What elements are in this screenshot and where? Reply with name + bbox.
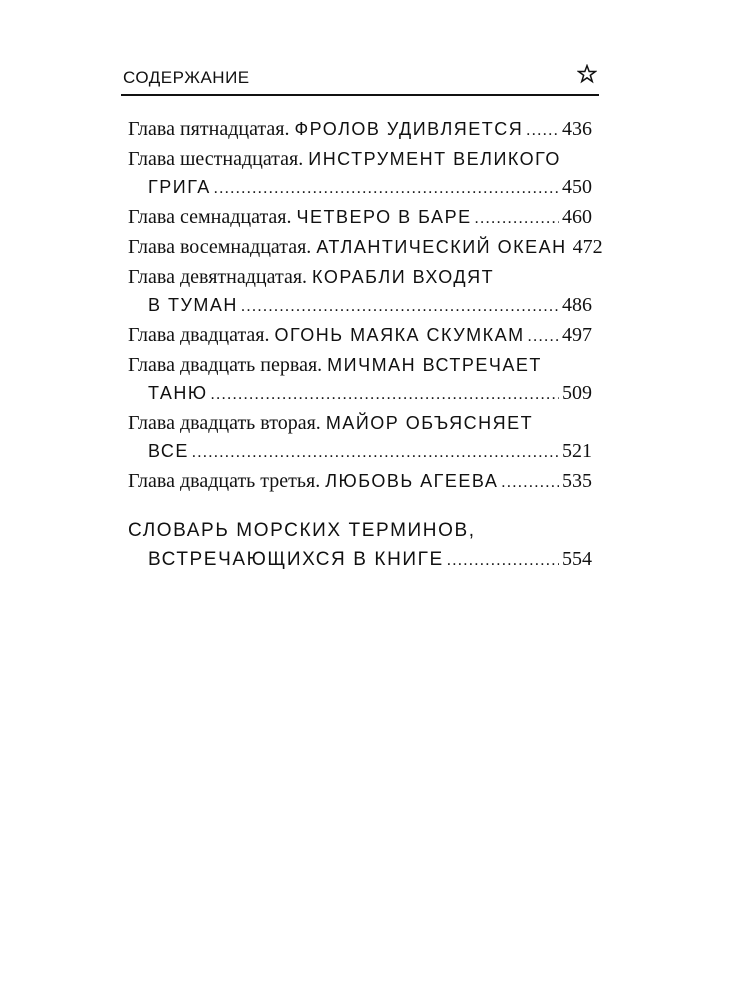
chapter-title: ОГОНЬ МАЯКА СКУМКАМ bbox=[274, 325, 525, 345]
toc-entry[interactable] bbox=[128, 467, 592, 497]
toc-entry[interactable] bbox=[128, 351, 592, 409]
toc-entry[interactable] bbox=[128, 263, 592, 321]
chapter-prefix: Глава двадцать первая. bbox=[128, 354, 323, 376]
chapter-prefix: Глава шестнадцатая. bbox=[128, 148, 304, 170]
page-number: 554 bbox=[562, 548, 592, 570]
table-of-contents bbox=[128, 115, 603, 575]
chapter-prefix: Глава семнадцатая. bbox=[128, 206, 292, 228]
chapter-title-continued: ТАНЮ bbox=[148, 383, 208, 403]
star-outline-icon bbox=[577, 64, 597, 84]
toc-entry-glossary[interactable] bbox=[128, 517, 592, 575]
chapter-title: ИНСТРУМЕНТ ВЕЛИКОГО bbox=[308, 149, 561, 169]
leader-dots bbox=[475, 205, 559, 233]
toc-entry[interactable] bbox=[128, 145, 592, 203]
chapter-title-continued: В ТУМАН bbox=[148, 295, 238, 315]
chapter-prefix: Глава восемнадцатая. bbox=[128, 236, 312, 258]
page-number: 521 bbox=[562, 440, 592, 462]
page-number: 497 bbox=[562, 324, 592, 346]
chapter-prefix: Глава двадцать третья. bbox=[128, 470, 321, 492]
leader-dots bbox=[214, 175, 559, 203]
page-number: 509 bbox=[562, 382, 592, 404]
chapter-title: ЧЕТВЕРО В БАРЕ bbox=[296, 207, 472, 227]
page-number: 450 bbox=[562, 176, 592, 198]
glossary-title: СЛОВАРЬ МОРСКИХ ТЕРМИНОВ, bbox=[128, 520, 476, 541]
leader-dots bbox=[192, 439, 559, 467]
page-header bbox=[121, 64, 599, 96]
page-number: 436 bbox=[562, 118, 592, 140]
chapter-title: АТЛАНТИЧЕСКИЙ ОКЕАН bbox=[316, 237, 567, 257]
page-number: 486 bbox=[562, 294, 592, 316]
chapter-title-continued: ВСЕ bbox=[148, 441, 189, 461]
header-divider bbox=[121, 94, 599, 96]
chapter-prefix: Глава девятнадцатая. bbox=[128, 266, 308, 288]
glossary-title-continued: ВСТРЕЧАЮЩИХСЯ В КНИГЕ bbox=[148, 549, 444, 570]
leader-dots bbox=[447, 547, 559, 575]
leader-dots bbox=[526, 117, 559, 145]
chapter-title-continued: ГРИГА bbox=[148, 177, 211, 197]
chapter-prefix: Глава двадцатая. bbox=[128, 324, 270, 346]
page-number: 472 bbox=[572, 236, 603, 258]
toc-entry[interactable] bbox=[128, 233, 603, 263]
chapter-title: ЛЮБОВЬ АГЕЕВА bbox=[325, 471, 499, 491]
leader-dots bbox=[528, 323, 559, 351]
page-number: 535 bbox=[562, 470, 592, 492]
page-title: СОДЕРЖАНИЕ bbox=[123, 68, 250, 87]
chapter-prefix: Глава двадцать вторая. bbox=[128, 412, 321, 434]
chapter-title: КОРАБЛИ ВХОДЯТ bbox=[312, 267, 495, 287]
chapter-title: ФРОЛОВ УДИВЛЯЕТСЯ bbox=[294, 119, 524, 139]
toc-entry[interactable] bbox=[128, 321, 592, 351]
leader-dots bbox=[501, 469, 559, 497]
leader-dots bbox=[241, 293, 559, 321]
toc-entry[interactable] bbox=[128, 409, 592, 467]
leader-dots bbox=[211, 381, 559, 409]
page-number: 460 bbox=[562, 206, 592, 228]
toc-entry[interactable] bbox=[128, 203, 592, 233]
toc-entry[interactable] bbox=[128, 115, 592, 145]
chapter-prefix: Глава пятнадцатая. bbox=[128, 118, 290, 140]
chapter-title: МАЙОР ОБЪЯСНЯЕТ bbox=[325, 413, 534, 433]
chapter-title: МИЧМАН ВСТРЕЧАЕТ bbox=[327, 355, 542, 375]
